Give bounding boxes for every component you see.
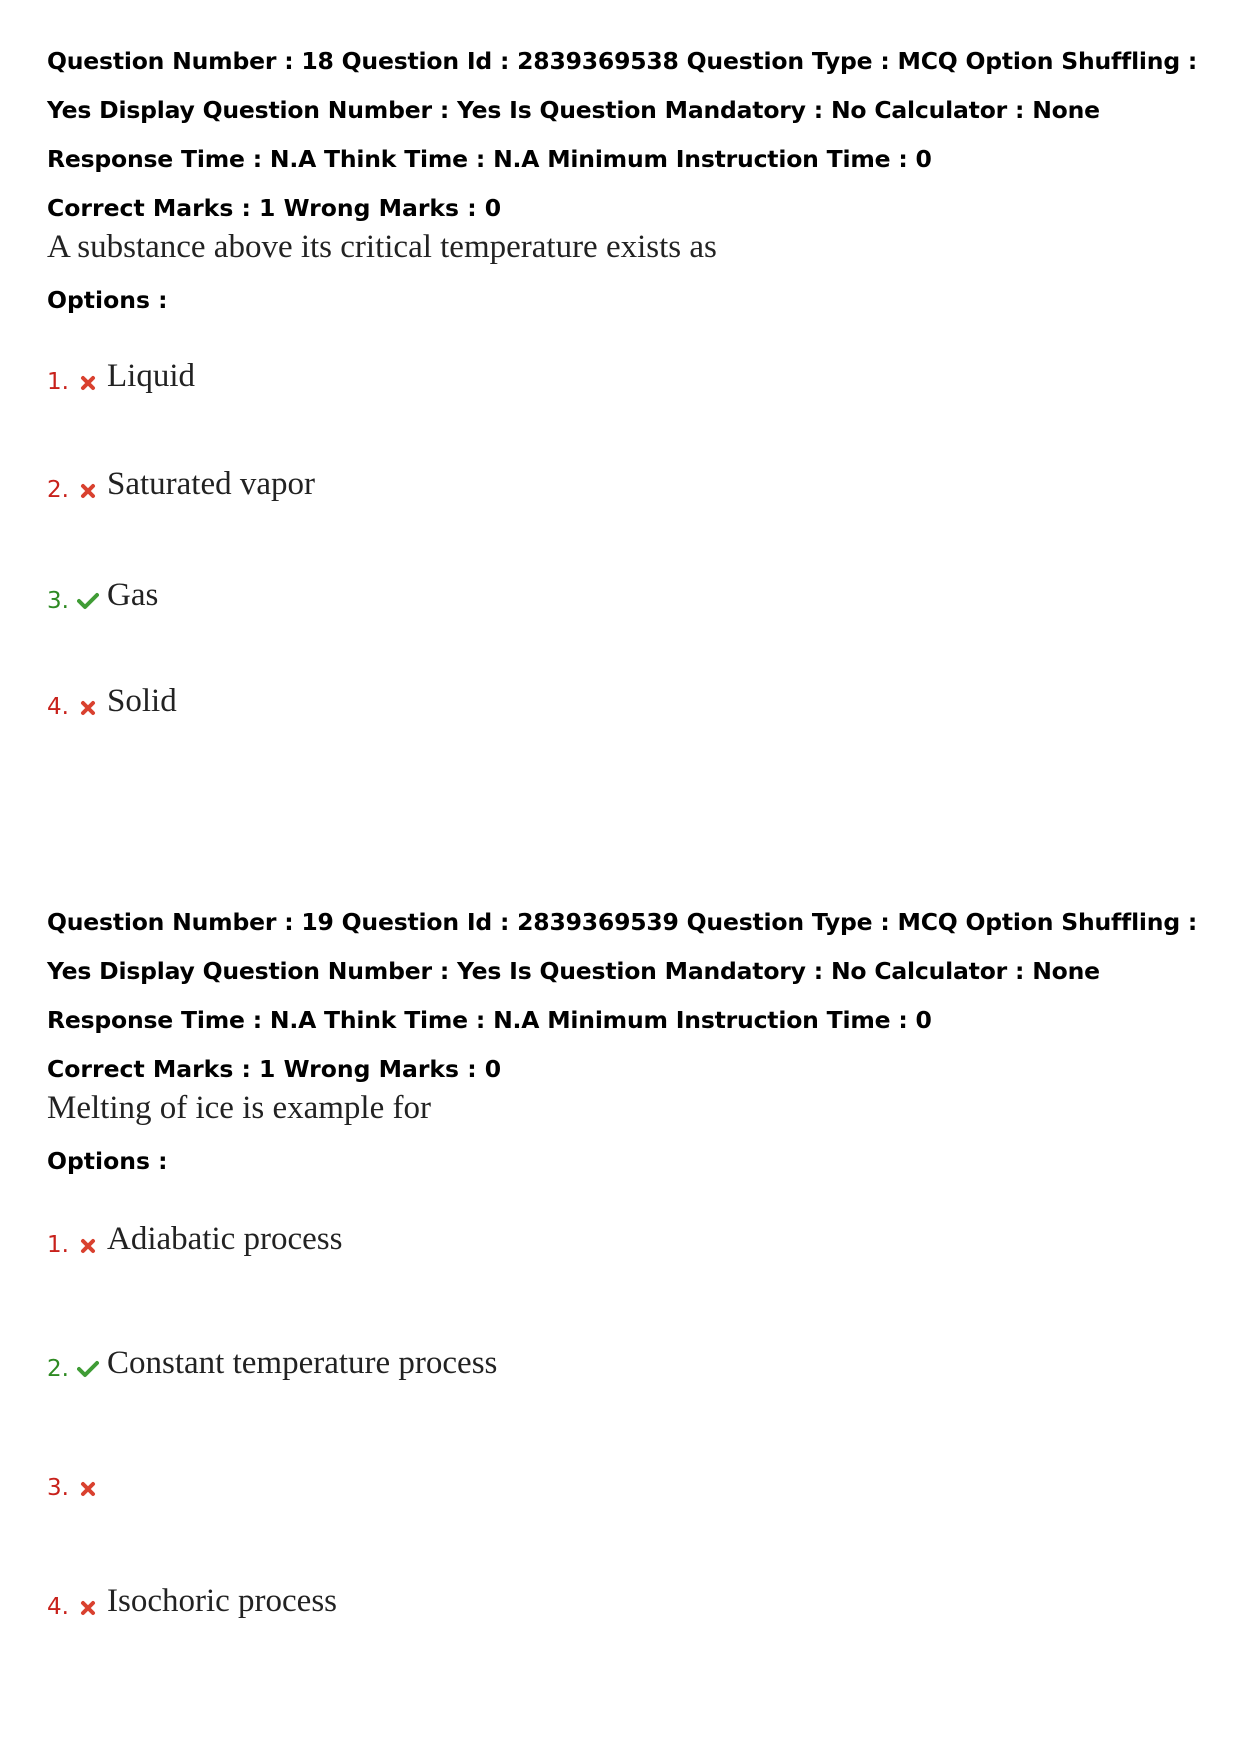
- option-number: 4.: [47, 1594, 69, 1620]
- option-number: 2.: [47, 477, 69, 503]
- options-heading: Options :: [47, 286, 168, 314]
- question-meta: Question Number : 18 Question Id : 2839369538 Question Type : MCQ Option Shuffling : Yes Display Question Number : Yes Is Question Mandatory : No Calculator : None Response Time : N.A Think Time : N.A Minimum Instruction Time : 0: [47, 47, 1198, 173]
- option-4: [47, 680, 1147, 730]
- option-1: [47, 1218, 1147, 1268]
- question-marks: Correct Marks : 1 Wrong Marks : 0: [47, 194, 502, 222]
- question-meta: Question Number : 19 Question Id : 2839369539 Question Type : MCQ Option Shuffling : Yes Display Question Number : Yes Is Question Mandatory : No Calculator : None Response Time : N.A Think Time : N.A Minimum Instruction Time : 0: [47, 908, 1198, 1034]
- option-4: [47, 1580, 1147, 1630]
- option-number: 4.: [47, 694, 69, 720]
- option-number: 3.: [47, 588, 69, 614]
- option-number: 3.: [47, 1475, 69, 1501]
- option-text: Gas: [107, 577, 159, 613]
- cross-icon: [77, 694, 99, 718]
- option-text: Adiabatic process: [107, 1221, 343, 1257]
- question-marks: Correct Marks : 1 Wrong Marks : 0: [47, 1055, 502, 1083]
- cross-icon: [77, 1232, 99, 1256]
- check-icon: [77, 1356, 99, 1380]
- option-number: 2.: [47, 1356, 69, 1382]
- option-text: Saturated vapor: [107, 466, 316, 502]
- option-text: Solid: [107, 683, 177, 719]
- cross-icon: [77, 477, 99, 501]
- option-number: 1.: [47, 369, 69, 395]
- option-text: Isochoric process: [107, 1583, 338, 1619]
- cross-icon: [77, 1475, 99, 1499]
- option-3: [47, 574, 1147, 624]
- option-text: Liquid: [107, 358, 195, 394]
- option-2: [47, 1342, 1147, 1392]
- question-text: Melting of ice is example for: [47, 1090, 431, 1126]
- question-block-19: [47, 898, 1207, 1620]
- question-text: A substance above its critical temperature exists as: [47, 229, 717, 265]
- option-number: 1.: [47, 1232, 69, 1258]
- options-heading: Options :: [47, 1147, 168, 1175]
- option-1: [47, 355, 1147, 405]
- option-text: Constant temperature process: [107, 1345, 498, 1381]
- cross-icon: [77, 1594, 99, 1618]
- cross-icon: [77, 369, 99, 393]
- question-block-18: [47, 37, 1207, 720]
- option-2: [47, 463, 1147, 513]
- option-3: [47, 1461, 1147, 1511]
- check-icon: [77, 588, 99, 612]
